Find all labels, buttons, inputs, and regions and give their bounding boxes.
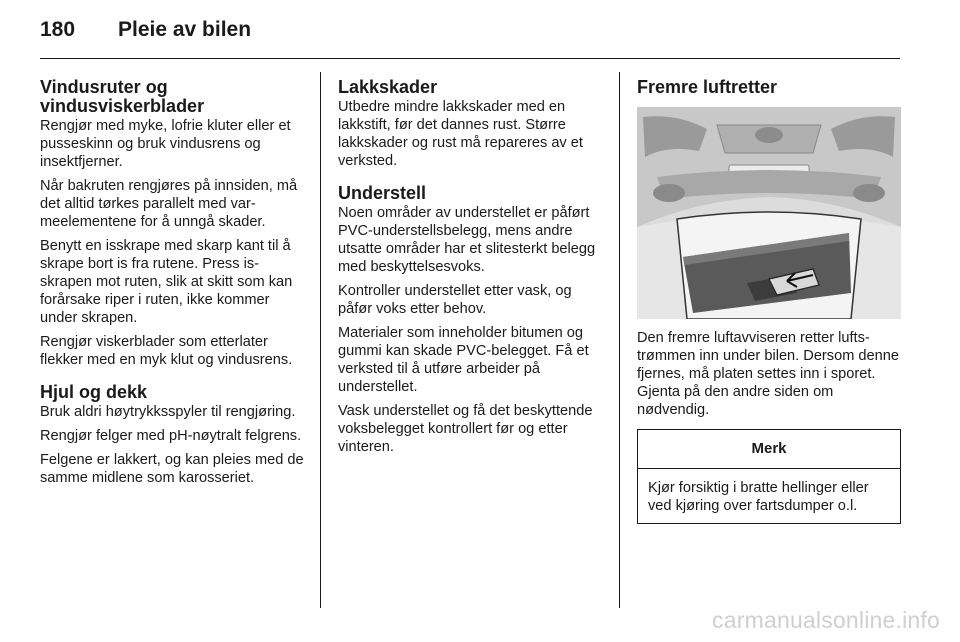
column-rule-2 xyxy=(619,72,620,608)
paragraph: Utbedre mindre lakkskader med en lakkstift, før det dannes rust. Større lakkskader og rust må repareres av et verksted. xyxy=(338,99,583,169)
paragraph: Når bakruten rengjøres på innsiden, må det alltid tørkes parallelt med varmeelementene for å unngå skader. xyxy=(40,178,298,230)
page-title: Pleie av bilen xyxy=(118,18,252,41)
watermark: carmanualsonline.info xyxy=(712,607,940,633)
paragraph: Bruk aldri høytrykksspyler til rengjøring. xyxy=(40,404,296,420)
column-middle xyxy=(338,78,606,462)
note-title: Merk xyxy=(638,430,900,469)
header-rule xyxy=(40,58,900,59)
paragraph: Felgene er lakkert, og kan pleies med de samme midlene som karosseriet. xyxy=(40,452,304,486)
page-number: 180 xyxy=(40,18,76,41)
section-heading-windows: Vindusruter og vindusviskerblader xyxy=(40,77,205,116)
column-rule-1 xyxy=(320,72,321,608)
paragraph: Rengjør viskerblader som etterlater flekker med en myk klut og vindusrens. xyxy=(40,334,293,368)
paragraph: Noen områder av understellet er påført PVC-understellsbelegg, mens andre utsatte områder har et slitesterkt belegg med beskyttelsesvoks. xyxy=(338,205,596,275)
paragraph: Kontroller understellet etter vask, og påfør voks etter behov. xyxy=(338,283,572,317)
section-heading-underbody: Understell xyxy=(338,183,427,203)
section-heading-air-deflector: Fremre luftretter xyxy=(637,77,778,97)
section-heading-wheels: Hjul og dekk xyxy=(40,382,148,402)
paragraph: Rengjør felger med pH-nøytralt felgrens. xyxy=(40,428,302,444)
paragraph: Rengjør med myke, lofrie kluter eller et pusseskinn og bruk vindusrens og insektfjerner. xyxy=(40,118,291,170)
paragraph: Vask understellet og få det beskyttende voksbelegget kontrollert før og etter vinteren. xyxy=(338,403,593,455)
paragraph: Materialer som inneholder bitumen og gummi kan skade PVC-belegget. Få et verksted til å utføre arbeider på understellet. xyxy=(338,325,589,395)
paragraph: Den fremre luftavviseren retter luftstrømmen inn under bilen. Dersom denne fjernes, må platen settes inn i sporet. Gjenta på den andre siden om nødvendig. xyxy=(637,330,900,418)
column-right xyxy=(637,78,903,524)
front-air-deflector-illustration xyxy=(637,107,901,319)
column-left xyxy=(40,78,306,493)
section-heading-paint-damage: Lakkskader xyxy=(338,77,438,97)
note-box xyxy=(637,429,901,524)
note-text: Kjør forsiktig i bratte hellinger eller ved kjøring over fartsdumper o.l. xyxy=(648,480,869,514)
paragraph: Benytt en isskrape med skarp kant til å skrape bort is fra rutene. Press isskrapen mot ruten, slik at skitt som kan forårsake riper i ruten, ikke kommer under skrapen. xyxy=(40,238,293,326)
